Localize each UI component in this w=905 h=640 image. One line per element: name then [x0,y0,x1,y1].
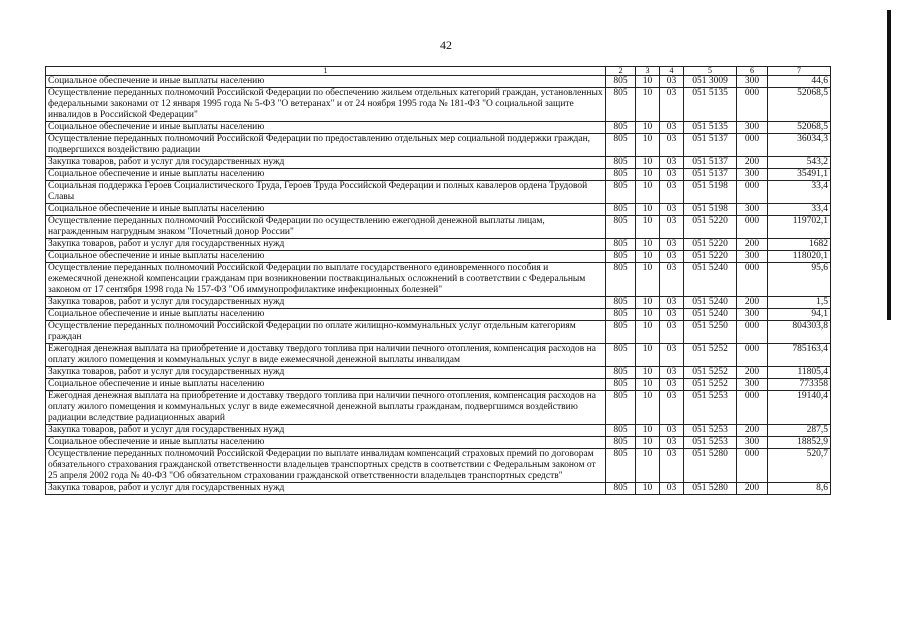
pr-cell: 03 [660,216,684,239]
vr-cell: 000 [737,88,768,122]
pr-cell: 03 [660,367,684,379]
rz-cell: 10 [636,169,660,181]
vr-cell: 300 [737,379,768,391]
sum-cell: 44,6 [768,76,831,88]
sum-cell: 19140,4 [768,391,831,425]
table-row [46,437,831,449]
table-row [46,449,831,483]
rz-cell: 10 [636,239,660,251]
rz-cell: 10 [636,321,660,344]
table-row [46,134,831,157]
table-row [46,297,831,309]
table-row [46,379,831,391]
rz-cell: 10 [636,379,660,391]
pr-cell: 03 [660,483,684,495]
table-row [46,239,831,251]
csr-cell: 051 5137 [684,169,737,181]
sum-cell: 52068,5 [768,122,831,134]
vr-cell: 300 [737,437,768,449]
rz-cell: 10 [636,181,660,204]
csr-cell: 051 5135 [684,88,737,122]
rz-cell: 10 [636,483,660,495]
name-cell: Закупка товаров, работ и услуг для государственных нужд [46,483,606,495]
rz-cell: 10 [636,263,660,297]
kvsr-cell: 805 [606,169,636,181]
rz-cell: 10 [636,391,660,425]
kvsr-cell: 805 [606,239,636,251]
table-row [46,391,831,425]
table-header-row [46,67,831,76]
name-cell: Социальное обеспечение и иные выплаты населению [46,204,606,216]
csr-cell: 051 5252 [684,344,737,367]
table-row [46,309,831,321]
csr-cell: 051 5280 [684,483,737,495]
rz-cell: 10 [636,367,660,379]
kvsr-cell: 805 [606,76,636,88]
pr-cell: 03 [660,204,684,216]
vr-cell: 200 [737,239,768,251]
rz-cell: 10 [636,344,660,367]
sum-cell: 785163,4 [768,344,831,367]
csr-cell: 051 5240 [684,297,737,309]
pr-cell: 03 [660,263,684,297]
rz-cell: 10 [636,157,660,169]
header-cell-4: 4 [660,67,684,76]
kvsr-cell: 805 [606,297,636,309]
csr-cell: 051 3009 [684,76,737,88]
table-row [46,169,831,181]
rz-cell: 10 [636,204,660,216]
vr-cell: 000 [737,134,768,157]
kvsr-cell: 805 [606,321,636,344]
csr-cell: 051 5252 [684,367,737,379]
kvsr-cell: 805 [606,344,636,367]
vr-cell: 000 [737,391,768,425]
name-cell: Социальное обеспечение и иные выплаты населению [46,379,606,391]
sum-cell: 119702,1 [768,216,831,239]
rz-cell: 10 [636,425,660,437]
pr-cell: 03 [660,76,684,88]
table-row [46,321,831,344]
vr-cell: 000 [737,321,768,344]
name-cell: Ежегодная денежная выплата на приобретение и доставку твердого топлива при наличии печного отопления, компенсация расходов на оплату жилого помещения и коммунальных услуг в виде ежемесячной денежной выплаты инвалидам [46,344,606,367]
vr-cell: 300 [737,204,768,216]
pr-cell: 03 [660,169,684,181]
pr-cell: 03 [660,321,684,344]
vr-cell: 000 [737,344,768,367]
pr-cell: 03 [660,425,684,437]
pr-cell: 03 [660,88,684,122]
vr-cell: 000 [737,181,768,204]
name-cell: Закупка товаров, работ и услуг для государственных нужд [46,367,606,379]
name-cell: Ежегодная денежная выплата на приобретение и доставку твердого топлива при наличии печного отопления, компенсация расходов на оплату жилого помещения и коммунальных услуг в виде ежемесячной денежной выплаты гражданам, подвергшимся воздействию радиации вследствие радиационных аварий [46,391,606,425]
vr-cell: 200 [737,425,768,437]
name-cell: Социальное обеспечение и иные выплаты населению [46,251,606,263]
vr-cell: 200 [737,483,768,495]
vr-cell: 300 [737,76,768,88]
pr-cell: 03 [660,344,684,367]
pr-cell: 03 [660,251,684,263]
vr-cell: 000 [737,449,768,483]
csr-cell: 051 5252 [684,379,737,391]
table-row [46,344,831,367]
rz-cell: 10 [636,437,660,449]
sum-cell: 11805,4 [768,367,831,379]
header-cell-1: 1 [46,67,606,76]
name-cell: Осуществление переданных полномочий Российской Федерации по предоставлению отдельных мер социальной поддержки граждан, подвергшихся воздействию радиации [46,134,606,157]
pr-cell: 03 [660,309,684,321]
name-cell: Социальное обеспечение и иные выплаты населению [46,309,606,321]
kvsr-cell: 805 [606,88,636,122]
sum-cell: 36034,3 [768,134,831,157]
sum-cell: 94,1 [768,309,831,321]
sum-cell: 33,4 [768,181,831,204]
sum-cell: 118020,1 [768,251,831,263]
vr-cell: 000 [737,263,768,297]
kvsr-cell: 805 [606,216,636,239]
table-row [46,367,831,379]
sum-cell: 773358 [768,379,831,391]
sum-cell: 1682 [768,239,831,251]
csr-cell: 051 5198 [684,204,737,216]
kvsr-cell: 805 [606,251,636,263]
name-cell: Социальное обеспечение и иные выплаты населению [46,122,606,134]
table-row [46,157,831,169]
kvsr-cell: 805 [606,122,636,134]
csr-cell: 051 5220 [684,216,737,239]
kvsr-cell: 805 [606,263,636,297]
csr-cell: 051 5198 [684,181,737,204]
kvsr-cell: 805 [606,437,636,449]
table-row [46,88,831,122]
rz-cell: 10 [636,134,660,157]
vr-cell: 300 [737,122,768,134]
header-cell-2: 2 [606,67,636,76]
csr-cell: 051 5135 [684,122,737,134]
csr-cell: 051 5240 [684,309,737,321]
scan-edge-bar [887,10,891,320]
rz-cell: 10 [636,76,660,88]
table-row [46,263,831,297]
name-cell: Закупка товаров, работ и услуг для государственных нужд [46,239,606,251]
csr-cell: 051 5220 [684,251,737,263]
kvsr-cell: 805 [606,367,636,379]
vr-cell: 300 [737,169,768,181]
name-cell: Социальное обеспечение и иные выплаты населению [46,169,606,181]
kvsr-cell: 805 [606,204,636,216]
vr-cell: 200 [737,297,768,309]
sum-cell: 52068,5 [768,88,831,122]
kvsr-cell: 805 [606,483,636,495]
name-cell: Осуществление переданных полномочий Российской Федерации по оплате жилищно-коммунальных услуг отдельным категориям граждан [46,321,606,344]
pr-cell: 03 [660,449,684,483]
kvsr-cell: 805 [606,391,636,425]
name-cell: Социальное обеспечение и иные выплаты населению [46,76,606,88]
vr-cell: 200 [737,367,768,379]
sum-cell: 18852,9 [768,437,831,449]
pr-cell: 03 [660,391,684,425]
vr-cell: 300 [737,309,768,321]
table-row [46,76,831,88]
rz-cell: 10 [636,297,660,309]
sum-cell: 287,5 [768,425,831,437]
rz-cell: 10 [636,122,660,134]
pr-cell: 03 [660,134,684,157]
pr-cell: 03 [660,181,684,204]
kvsr-cell: 805 [606,379,636,391]
header-cell-7: 7 [768,67,831,76]
name-cell: Осуществление переданных полномочий Российской Федерации по выплате государственного единовременного пособия и ежемесячной денежной компенсации гражданам при возникновении поствакцинальных осложнений в соответствии с Федеральным законом от 17 сентября 1998 года № 157-ФЗ "Об иммунопрофилактике инфекционных болезней" [46,263,606,297]
header-cell-6: 6 [737,67,768,76]
name-cell: Закупка товаров, работ и услуг для государственных нужд [46,425,606,437]
table-row [46,251,831,263]
name-cell: Осуществление переданных полномочий Российской Федерации по выплате инвалидам компенсаций страховых премий по договорам обязательного страхования гражданской ответственности владельцев транспортных средств в соответствии с Федеральным законом от 25 апреля 2002 года № 40-ФЗ "Об обязательном страховании гражданской ответственности владельцев транспортных средств" [46,449,606,483]
sum-cell: 95,6 [768,263,831,297]
pr-cell: 03 [660,239,684,251]
kvsr-cell: 805 [606,157,636,169]
name-cell: Осуществление переданных полномочий Российской Федерации по осуществлению ежегодной денежной выплаты лицам, награжденным нагрудным знаком "Почетный донор России" [46,216,606,239]
sum-cell: 8,6 [768,483,831,495]
vr-cell: 000 [737,216,768,239]
kvsr-cell: 805 [606,425,636,437]
csr-cell: 051 5250 [684,321,737,344]
table-row [46,425,831,437]
name-cell: Социальная поддержка Героев Социалистического Труда, Героев Труда Российской Федерации и полных кавалеров ордена Трудовой Славы [46,181,606,204]
sum-cell: 543,2 [768,157,831,169]
csr-cell: 051 5137 [684,134,737,157]
name-cell: Закупка товаров, работ и услуг для государственных нужд [46,297,606,309]
kvsr-cell: 805 [606,181,636,204]
kvsr-cell: 805 [606,134,636,157]
sum-cell: 520,7 [768,449,831,483]
pr-cell: 03 [660,122,684,134]
csr-cell: 051 5253 [684,391,737,425]
sum-cell: 33,4 [768,204,831,216]
name-cell: Закупка товаров, работ и услуг для государственных нужд [46,157,606,169]
rz-cell: 10 [636,449,660,483]
csr-cell: 051 5137 [684,157,737,169]
table-row [46,204,831,216]
name-cell: Осуществление переданных полномочий Российской Федерации по обеспечению жильем отдельных категорий граждан, установленных федеральными законами от 12 января 1995 года № 5-ФЗ "О ветеранах" и от 24 ноября 1995 года № 181-ФЗ "О социальной защите инвалидов в Российской Федерации" [46,88,606,122]
rz-cell: 10 [636,216,660,239]
budget-table [45,66,831,495]
pr-cell: 03 [660,297,684,309]
rz-cell: 10 [636,309,660,321]
table-body [46,67,831,495]
sum-cell: 35491,1 [768,169,831,181]
csr-cell: 051 5240 [684,263,737,297]
kvsr-cell: 805 [606,309,636,321]
rz-cell: 10 [636,251,660,263]
table-row [46,216,831,239]
header-cell-3: 3 [636,67,660,76]
table-row [46,483,831,495]
name-cell: Социальное обеспечение и иные выплаты населению [46,437,606,449]
csr-cell: 051 5220 [684,239,737,251]
pr-cell: 03 [660,157,684,169]
csr-cell: 051 5253 [684,437,737,449]
pr-cell: 03 [660,437,684,449]
page-number: 42 [440,38,452,52]
sum-cell: 804303,8 [768,321,831,344]
table-row [46,181,831,204]
kvsr-cell: 805 [606,449,636,483]
vr-cell: 200 [737,157,768,169]
pr-cell: 03 [660,379,684,391]
sum-cell: 1,5 [768,297,831,309]
csr-cell: 051 5280 [684,449,737,483]
vr-cell: 300 [737,251,768,263]
header-cell-5: 5 [684,67,737,76]
rz-cell: 10 [636,88,660,122]
table-row [46,122,831,134]
csr-cell: 051 5253 [684,425,737,437]
